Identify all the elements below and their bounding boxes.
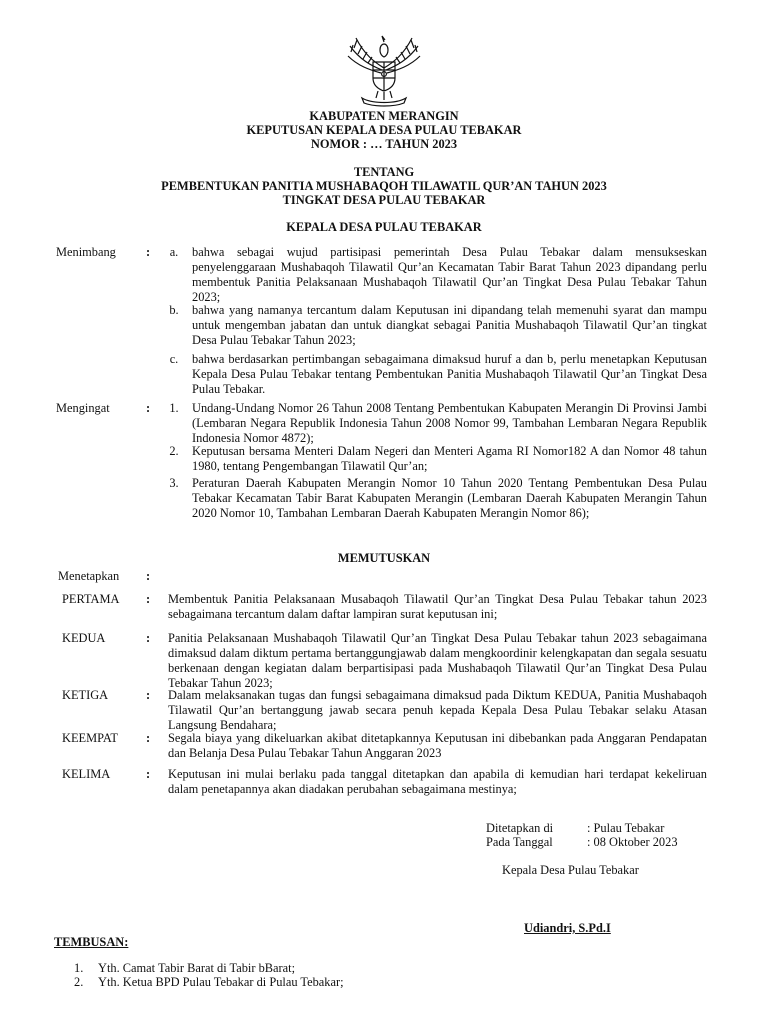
menimbang-marker-b: b. — [169, 303, 179, 317]
menetapkan-colon: : — [146, 569, 151, 583]
line: sebagaimana dimaksud dalam diktum pertama bertanggungjawab dalam mengkoordinir — [168, 631, 707, 660]
line: Pendapatan dan Belanja Desa Pulau Tebakar Tahun Anggaran 2023 — [168, 731, 707, 760]
menimbang-item-c — [192, 352, 707, 397]
regency-heading: KABUPATEN MERANGIN — [309, 109, 459, 123]
menimbang-marker-a: a. — [169, 245, 179, 259]
mengingat-item-3 — [192, 476, 707, 521]
tembusan-item-1: Yth. Camat Tabir Barat di Tabir bBarat; — [98, 961, 296, 975]
diktum-label-pertama: PERTAMA — [62, 592, 120, 606]
signatory-position: Kepala Desa Pulau Tebakar — [502, 863, 639, 877]
line: 48 tahun 1980, tentang Pengembangan Tilawatil Qur’an; — [192, 444, 707, 473]
mengingat-marker-1: 1. — [169, 401, 179, 415]
line: Merangin Tahun 2020 Nomor 10, Tambahan Lembaran Daerah Kabupaten Merangin Nomor — [192, 491, 707, 520]
line: Keputusan Kepala Desa Pulau Tebakar tentang Pembentukan Panitia Mushabaqoh Tilawatil — [192, 352, 707, 381]
line: Pulau Tebakar Kecamatan Tabir Barat Kabupaten Merangin (Lembaran Daerah Kabupaten — [192, 476, 707, 505]
tembusan-marker-2: 2. — [74, 975, 84, 989]
line: Panitia Pelaksanaan Mushabaqoh Tilawatil Qur’an Tingkat Desa Pulau Tebakar tahun 2023 — [168, 631, 639, 645]
mengingat-colon: : — [146, 401, 151, 415]
line: bahwa sebagai wujud partisipasi pemerintah Desa Pulau Tebakar dalam mensukseskan — [192, 245, 707, 259]
tembusan-heading: TEMBUSAN: — [54, 935, 129, 949]
line: 86); — [569, 506, 590, 520]
mengingat-item-1 — [192, 401, 707, 446]
line: Undang-Undang Nomor 26 Tahun 2008 Tentang Pembentukan Kabupaten Merangin Di — [192, 401, 630, 415]
place-value: : Pulau Tebakar — [587, 821, 665, 835]
diktum-colon: : — [146, 592, 151, 606]
diktum-colon: : — [146, 767, 151, 781]
line: Qur’an tingkat Desa Pulau Tebakar Tahun 2023; — [192, 318, 707, 347]
diktum-colon: : — [146, 731, 151, 745]
line: Keputusan bersama Menteri Dalam Negeri dan Menteri Agama RI Nomor182 A dan Nomor — [192, 444, 660, 458]
line: kekeliruan dalam penetapannya akan diadakan perubahan sebagaimana mestinya; — [168, 767, 707, 796]
line: Qur’an Tingkat Desa Pulau Tebakar. — [192, 367, 707, 396]
diktum-label-keempat: KEEMPAT — [62, 731, 118, 745]
line: Mushabaqoh Tilawatil Qur’an bertanggung jawab secara penuh kepada Kepala Desa Pulau — [168, 688, 707, 717]
mengingat-label: Mengingat — [56, 401, 110, 415]
tembusan-item-2: Yth. Ketua BPD Pulau Tebakar di Pulau Tebakar; — [98, 975, 344, 989]
line: Dalam melaksanakan tugas dan fungsi sebagaimana dimaksud pada Diktum KEDUA, Panitia — [168, 688, 640, 702]
signatory-name: Udiandri, S.Pd.I — [524, 921, 611, 935]
line: kelengkapatan dan segala sesuatu berkenaan dengan kegiatan dalam berpartisipasi pada — [168, 646, 707, 675]
diktum-text-kedua — [168, 631, 707, 691]
diktum-colon: : — [146, 688, 151, 702]
tentang-heading: TENTANG — [353, 165, 415, 179]
line: penyelenggaraan Mushabaqoh Tilawatil Qur’an Kecamatan Tabir Barat Tahun 2023 — [192, 260, 621, 274]
memutuskan-heading: MEMUTUSKAN — [337, 551, 431, 565]
line: Tebakar selaku Atasan Langsung Bendahara; — [168, 703, 707, 732]
date-label: Pada Tanggal — [486, 835, 553, 849]
line: Segala biaya yang dikeluarkan akibat ditetapkannya Keputusan ini dibebankan pada Anggaran — [168, 731, 646, 745]
diktum-text-kelima — [168, 767, 707, 797]
line: Provinsi Jambi (Lembaran Negara Republik Indonesia Tahun 2008 Nomor 99, Tambahan — [192, 401, 707, 430]
line: Membentuk Panitia Pelaksanaan Musabaqoh Tilawatil Qur’an Tingkat Desa Pulau Tebakar — [168, 592, 644, 606]
menimbang-colon: : — [146, 245, 151, 259]
decree-title: KEPUTUSAN KEPALA DESA PULAU TEBAKAR — [246, 123, 522, 137]
line: Mushabaqoh Tilawatil Qur’an Tingkat Desa Pulau Tebakar Tahun 2023; — [168, 661, 707, 690]
menetapkan-label: Menetapkan — [58, 569, 120, 583]
official-heading: KEPALA DESA PULAU TEBAKAR — [286, 220, 482, 234]
decree-subject-line-2: TINGKAT DESA PULAU TEBAKAR — [282, 193, 486, 207]
line: bahwa yang namanya tercantum dalam Keputusan ini dipandang telah memenuhi syarat dan — [192, 303, 666, 317]
line: mampu untuk mengemban jabatan dan untuk diangkat sebagai Panitia Mushabaqoh Tilawatil — [192, 303, 707, 332]
diktum-label-kedua: KEDUA — [62, 631, 106, 645]
line: Peraturan Daerah Kabupaten Merangin Nomor 10 Tahun 2020 Tentang Pembentukan Desa — [192, 476, 673, 490]
line: dipandang perlu membentuk Panitia Pelaksanaan Mushabaqoh Tilawatil Qur’an Tingkat — [192, 260, 707, 289]
date-value: : 08 Oktober 2023 — [587, 835, 678, 849]
place-label: Ditetapkan di — [486, 821, 554, 835]
mengingat-marker-2: 2. — [169, 444, 179, 458]
line: Keputusan ini mulai berlaku pada tanggal ditetapkan dan apabila di kemudian hari terdapat — [168, 767, 650, 781]
tembusan-marker-1: 1. — [74, 961, 84, 975]
garuda-emblem — [344, 32, 424, 108]
diktum-label-ketiga: KETIGA — [62, 688, 109, 702]
diktum-text-pertama — [168, 592, 707, 622]
mengingat-item-2 — [192, 444, 707, 474]
diktum-colon: : — [146, 631, 151, 645]
menimbang-label: Menimbang — [56, 245, 116, 259]
diktum-label-kelima: KELIMA — [62, 767, 111, 781]
line: Lembaran Negara Republik Indonesia Nomor 4872); — [192, 416, 707, 445]
menimbang-item-b — [192, 303, 707, 348]
mengingat-marker-3: 3. — [169, 476, 179, 490]
decree-number: NOMOR : … TAHUN 2023 — [310, 137, 458, 151]
line: bahwa berdasarkan pertimbangan sebagaimana dimaksud huruf a dan b, perlu menetapkan — [192, 352, 650, 366]
menimbang-marker-c: c. — [169, 352, 179, 366]
line: Desa Pulau Tebakar Tahun 2023; — [192, 275, 707, 304]
diktum-text-keempat — [168, 731, 707, 761]
menimbang-item-a — [192, 245, 707, 305]
decree-subject-line-1: PEMBENTUKAN PANITIA MUSHABAQOH TILAWATIL QUR’AN TAHUN 2023 — [161, 179, 607, 193]
line: tahun 2023 sebagaimana tercantum dalam daftar lampiran surat keputusan ini; — [168, 592, 707, 621]
diktum-text-ketiga — [168, 688, 707, 733]
